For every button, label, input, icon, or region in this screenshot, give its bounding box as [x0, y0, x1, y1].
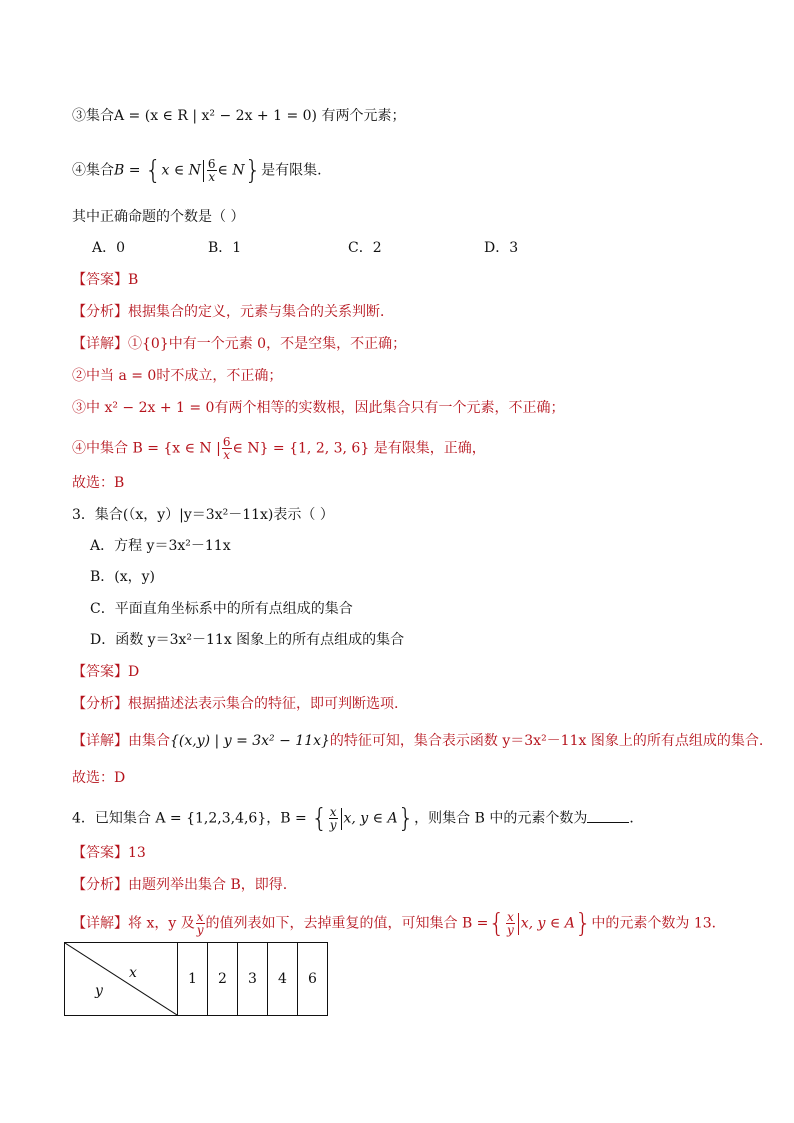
- analysis-label: 【分析】: [72, 304, 128, 320]
- table-header-cell: 1: [178, 943, 208, 1016]
- left-brace: {: [144, 155, 162, 186]
- statement-3: ③集合A = (x ∈ R | x² − 2x + 1 = 0) 有两个元素；: [72, 108, 406, 124]
- set-bar: [341, 808, 342, 830]
- value-table: [64, 942, 328, 1016]
- detail-a: 将 x，y 及: [128, 915, 195, 932]
- table-corner-cell: [65, 943, 178, 1016]
- detail-text-1: ①{0}中有一个元素 0，不是空集，不正确；: [128, 336, 407, 352]
- frac-den: x: [208, 170, 216, 184]
- q3-option-a: A．方程 y＝3x²－11x: [90, 538, 231, 554]
- frac-num: 6: [222, 435, 231, 449]
- answer-value: D: [128, 664, 140, 680]
- detail-a: 由集合: [128, 733, 170, 749]
- table-header-cell: 3: [238, 943, 268, 1016]
- statement-4-prefix: ④集合: [72, 162, 114, 179]
- left-brace: {: [311, 803, 328, 834]
- q4-answer: [72, 843, 146, 863]
- q4-stem-b: x, y ∈ A: [343, 810, 398, 827]
- diagonal-line: [65, 943, 177, 1015]
- q3-option-b: B．(x，y): [90, 569, 156, 585]
- q4-detail: [72, 908, 726, 939]
- fraction-6-over-x: [207, 158, 217, 183]
- detail-label: 【详解】: [72, 733, 128, 749]
- options-row: [0, 238, 794, 258]
- q3-stem: 3．集合(（x，y）|y＝3x²－11x)表示（ ）: [72, 507, 334, 523]
- statement-4-set: B =: [114, 162, 145, 179]
- analysis-text: 由题列举出集合 B，即得.: [128, 877, 288, 893]
- answer-value: B: [128, 272, 139, 288]
- frac-den: y: [329, 818, 337, 832]
- statement-4: [72, 155, 322, 186]
- set-bar: [518, 913, 519, 935]
- answer-value: 13: [128, 845, 146, 861]
- table-row: [65, 943, 328, 1016]
- detail4-b: ∈ N} = {1, 2, 3, 6} 是有限集，正确，: [232, 440, 486, 457]
- statement-4-suffix: 是有限集.: [261, 162, 322, 179]
- detail-b: 的值列表如下，去掉重复的值，可知集合 B =: [205, 915, 489, 932]
- detail-b: 的特征可知，集合表示函数 y＝3x²－11x 图象上的所有点组成的集合.: [329, 733, 764, 749]
- table-header-cell: 2: [208, 943, 238, 1016]
- q2-detail-2: ②中当 a = 0时不成立，不正确；: [72, 368, 283, 384]
- q2-answer: [72, 270, 138, 290]
- analysis-text: 根据集合的定义，元素与集合的关系判断．: [128, 304, 394, 320]
- frac-num: x: [506, 910, 514, 924]
- analysis-label: 【分析】: [72, 877, 128, 893]
- q4-analysis: [72, 875, 287, 895]
- q3-analysis: [72, 694, 398, 714]
- q3-answer: [72, 662, 139, 682]
- fraction-6-over-x: [222, 436, 232, 461]
- statement-4-cond-b: ∈ N: [217, 162, 245, 179]
- right-brace: }: [397, 803, 415, 834]
- answer-label: 【答案】: [72, 664, 128, 680]
- option-d: D．3: [484, 240, 519, 256]
- answer-label: 【答案】: [72, 845, 128, 861]
- answer-label: 【答案】: [72, 272, 128, 288]
- q2-detail-3: ③中 x² − 2x + 1 = 0有两个相等的实数根，因此集合只有一个元素，不正确；: [72, 400, 565, 416]
- detail-set: {(x,y) | y = 3x² − 11x}: [170, 733, 330, 749]
- q3-choose: 故选：D: [72, 770, 126, 786]
- question-text: 其中正确命题的个数是（ ）: [72, 209, 245, 225]
- q3-detail: [72, 731, 763, 751]
- statement-4-cond-a: x ∈ N: [161, 162, 201, 179]
- right-brace: }: [574, 908, 592, 939]
- detail-d: 中的元素个数为 13．: [591, 915, 726, 932]
- frac-den: y: [196, 923, 204, 937]
- set-bar: [203, 160, 204, 182]
- analysis-label: 【分析】: [72, 696, 128, 712]
- fraction-x-over-y: [329, 806, 338, 831]
- q3-option-d: D．函数 y＝3x²－11x 图象上的所有点组成的集合: [90, 632, 405, 648]
- frac-den: x: [223, 448, 231, 462]
- q2-analysis: [72, 302, 394, 322]
- fraction-x-over-y: [196, 911, 205, 936]
- detail-label: 【详解】: [72, 915, 128, 932]
- q2-choose: 故选：B: [72, 475, 125, 491]
- analysis-text: 根据描述法表示集合的特征，即可判断选项.: [128, 696, 399, 712]
- left-brace: {: [488, 908, 505, 939]
- corner-x-label: x: [129, 965, 137, 981]
- table-header-cell: 4: [268, 943, 298, 1016]
- frac-den: y: [506, 923, 514, 937]
- right-brace: }: [244, 155, 262, 186]
- q3-option-c: C．平面直角坐标系中的所有点组成的集合: [90, 601, 353, 617]
- frac-num: x: [196, 910, 204, 924]
- table-header-cell: 6: [298, 943, 328, 1016]
- q2-detail-4: [72, 436, 486, 461]
- q4-stem-d: ．: [629, 810, 644, 827]
- frac-num: 6: [207, 157, 216, 171]
- q2-detail-1: [72, 334, 406, 354]
- corner-y-label: y: [95, 983, 103, 999]
- option-a: A．0: [92, 240, 126, 256]
- detail-c: x, y ∈ A: [520, 915, 575, 932]
- answer-blank: [587, 808, 629, 823]
- option-b: B．1: [208, 240, 242, 256]
- q4-stem-a: 4．已知集合 A = {1,2,3,4,6}，B =: [72, 810, 312, 827]
- fraction-x-over-y: [506, 911, 515, 936]
- detail4-a: ④中集合 B = {x ∈ N |: [72, 440, 221, 457]
- q4-stem-c: ，则集合 B 中的元素个数为: [414, 810, 588, 827]
- detail-label: 【详解】: [72, 336, 128, 352]
- option-c: C．2: [348, 240, 382, 256]
- frac-num: x: [329, 805, 337, 819]
- q4-stem: [72, 803, 644, 834]
